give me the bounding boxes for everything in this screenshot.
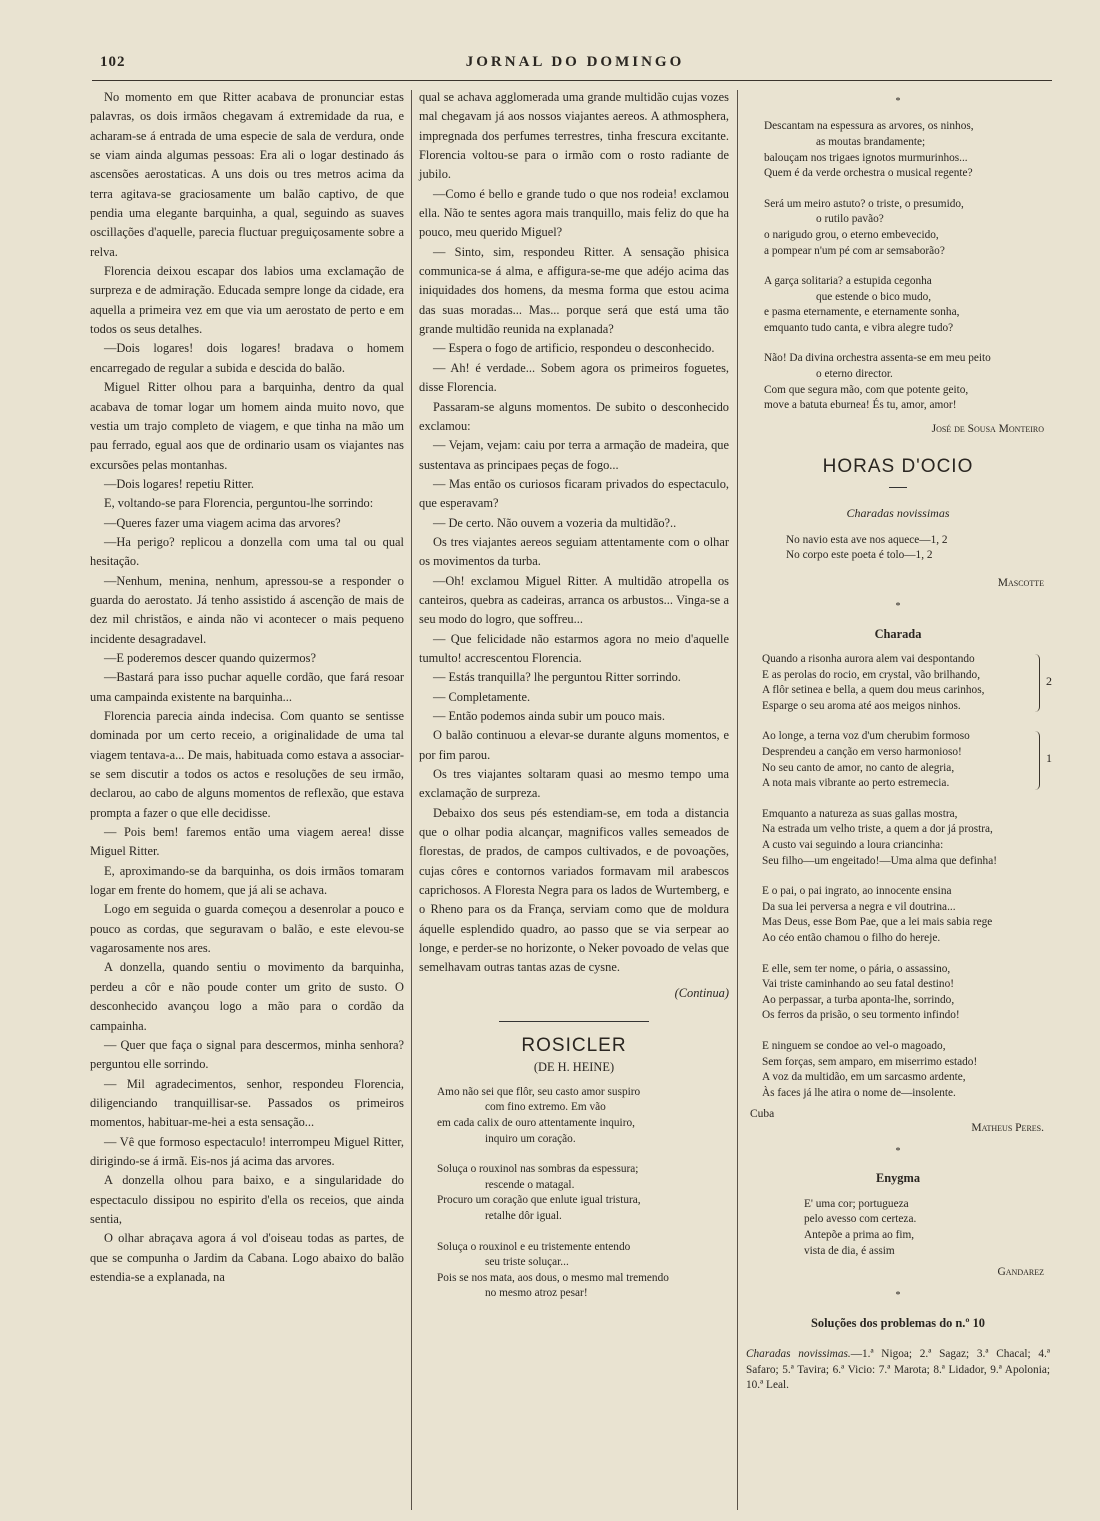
verse-line: Pois se nos mata, aos dous, o mesmo mal tremendo [437,1271,669,1284]
paragraph: — Vejam, vejam: caiu por terra a armação de madeira, que sustentava as principaes peças de fogo... [419,438,729,472]
verse-line: Ao longe, a terna voz d'um cherubim formoso [762,730,970,743]
paragraph: — De certo. Não ouvem a vozeria da multidão?.. [433,515,677,530]
charada-line: No navio esta ave nos aquece—1, 2 [786,533,948,546]
verse-line: Antepõe a prima ao fim, [804,1228,915,1241]
rosicler-poem [419,1085,729,1302]
verse-line: a pompear n'um pé com ar semsaborão? [764,244,945,257]
paragraph: Os tres viajantes soltaram quasi ao mesmo tempo uma exclamação de surpreza. [419,767,729,801]
solutions-answers: —1.ª Nigoa; 2.ª Sagaz; 3.ª Chacal; 4.ª Safaro; 5.ª Tavira; 6.ª Vicio: 7.ª Marota; 8.ª Lidador, 9.ª Apolonia; 10.ª Leal. [746,1348,1050,1392]
paragraph: A donzella olhou para baixo, e a singularidade do espectaculo dissipou no espirito d'ella os receios, que ainda sentia, [90,1173,404,1226]
charada-poem [746,652,1050,1101]
paragraph: —Dois logares! repetiu Ritter. [104,476,255,491]
charadas-list [746,533,1050,564]
verse-line: E o pai, o pai ingrato, ao innocente ensina [762,885,952,898]
stanza [762,962,1050,1024]
charada-place: Cuba [750,1108,775,1121]
verse-line: E' uma cor; portugueza [804,1197,909,1210]
paragraph: — Quer que faça o signal para descermos, minha senhora? perguntou elle sorrindo. [90,1037,404,1072]
paragraph: Debaixo dos seus pés estendiam-se, em toda a distancia que o olhar podia alcançar, magnificos valles semeados de florestas, de prados, de campos cultivados, e de povoações, cujas côres e contornos variados formavam mil arabescos caprichosos. A Floresta Negra para os lados de Wurtemberg, e o Rheno para os da França, serviam como que de moldura áquelle esplendido quadro, ao passo que se via serpear ao longe, e perder-se no horizonte, o Neker povoado de velas que semelhavam outras tantas azas de cysne. [419,805,729,975]
rosicler-title: ROSICLER [521,1035,627,1057]
verse-line: o rutilo pavão? [816,213,884,226]
verse-line: Será um meiro astuto? o triste, o presumido, [764,197,964,210]
verse-line: Mas Deus, esse Bom Pae, que a lei mais sabia rege [762,916,993,929]
stanza [437,1085,729,1147]
verse-line: seu triste soluçar... [485,1256,569,1269]
charadas-author: Mascotte [997,577,1044,590]
paragraph: — Vê que formoso espectaculo! interrompeu Miguel Ritter, dirigindo-se á irmã. Eis-nos já acima das arvores. [90,1134,404,1168]
asterisk-separator: * [895,601,901,613]
solutions-title: Soluções dos problemas do n.º 10 [811,1315,985,1330]
solutions-text [746,1347,1050,1394]
asterisk-separator: * [895,1146,901,1158]
column-1 [90,88,404,1508]
verse-line: A voz da multidão, em um sarcasmo ardente, [762,1071,966,1084]
paragraph: Os tres viajantes aereos seguiam attentamente com o olhar os movimentos da turba. [419,534,729,569]
verse-line: em cada calix de ouro attentamente inquiro, [437,1117,635,1130]
charada-author: Matheus Peres. [971,1121,1044,1134]
asterisk-separator: * [895,1290,901,1302]
verse-line: Procuro um coração que enlute igual tristura, [437,1194,641,1207]
verse-line: o eterno director. [816,368,893,381]
verse-line: Com que segura mão, com que potente geito, [764,383,969,396]
paragraph: — Espera o fogo de artificio, respondeu o desconhecido. [433,341,715,356]
header-rule [92,80,1052,81]
journal-title: JORNAL DO DOMINGO [465,54,685,70]
paragraph: — Ah! é verdade... Sobem agora os primeiros foguetes, disse Florencia. [419,360,729,395]
stanza [764,351,1050,413]
paragraph: — Que felicidade não estarmos agora no meio d'aquelle tumulto! accrescentou Florencia. [419,631,729,665]
verse-line: Ao perpassar, a turba aponta-lhe, sorrindo, [762,993,955,1006]
paragraph: — Mas então os curiosos ficaram privados do espectaculo, que esperavam? [419,476,729,511]
brace-number: 1 [1046,751,1052,766]
paragraph: —Ha perigo? replicou a donzella com uma tal ou qual hesitação. [90,534,404,569]
brace [1035,731,1040,789]
verse-line: Da sua lei perversa a negra e vil doutrina... [762,900,956,913]
verse-line: Na estrada um velho triste, a quem a dor já prostra, [762,823,993,836]
stanza [764,274,1050,336]
verse-line: Sem forças, sem amparo, em miserrimo estado! [762,1055,978,1068]
paragraph: Logo em seguida o guarda começou a desenrolar a pouco e pouco as cordas, que seguravam o balão, e este elevou-se vagarosamente nos ares. [90,902,404,956]
paragraph: — Pois bem! faremos então uma viagem aerea! disse Miguel Ritter. [90,825,404,859]
verse-line: Soluça o rouxinol e eu tristemente entendo [437,1240,631,1253]
verse-line: emquanto tudo canta, e vibra alegre tudo? [764,321,954,334]
charada-group [762,652,1050,714]
verse-line: Soluça o rouxinol nas sombras da espessura; [437,1163,639,1176]
paragraph: A donzella, quando sentiu o movimento da barquinha, perdeu a côr e não poude conter um grito de susto. O desconhecido avançou logo a mão para o cordão da campainha. [90,960,404,1033]
paragraph: E, voltando-se para Florencia, perguntou-lhe sorrindo: [104,496,374,511]
section-separator [499,1021,649,1022]
verse-line: as moutas brandamente; [816,135,926,148]
stanza [764,197,1050,259]
paragraph: —E poderemos descer quando quizermos? [104,650,316,665]
verse-line: E elle, sem ter nome, o pária, o assassino, [762,962,951,975]
verse-line: o narigudo grou, o eterno embevecido, [764,228,939,241]
stanza [437,1162,729,1224]
verse-line: Ao céo então chamou o filho do hereje. [762,932,941,944]
paragraph: O balão continuou a elevar-se durante alguns momentos, e por fim parou. [419,728,729,762]
enygma-verses [746,1197,1050,1259]
verse-line: Esparge o seu aroma até aos meigos ninhos. [762,699,961,712]
paragraph: —Dois logares! dois logares! bradava o homem encarregado de regular a subida e descida do balão. [90,341,404,375]
paragraph: — Mil agradecimentos, senhor, respondeu Florencia, diligenciando tranquillisar-se. Passados os primeiros momentos, habituar-me-hei a esta sensação... [90,1076,404,1130]
paragraph: qual se achava agglomerada uma grande multidão cujas vozes mal chegavam já aos nossos viajantes aereos. A athmosphera, impregnada dos perfumes terrestres, tinha frescura excitante. Florencia voltou-se para o irmão com o rosto radiante de jubilo. [419,90,729,182]
paragraph: Passaram-se alguns momentos. De subito o desconhecido exclamou: [419,399,729,433]
verse-line: Seu filho—um engeitado!—Uma alma que definha! [762,854,997,867]
verse-line: que estende o bico mudo, [816,290,932,303]
verse-line: E ninguem se condoe ao vel-o magoado, [762,1039,946,1052]
solutions-label: Charadas novissimas. [746,1348,851,1361]
poem [746,119,1050,414]
paragraph: — Estás tranquilla? lhe perguntou Ritter sorrindo. [433,670,681,685]
page-number: 102 [100,54,126,70]
verse-line: balouçam nos trigaes ignotos murmurinhos... [764,151,968,164]
charada-line: No corpo este poeta é tolo—1, 2 [786,549,933,562]
paragraph: — Então podemos ainda subir um pouco mais. [433,709,665,723]
verse-line: Quem é da verde orchestra o musical regente? [764,167,973,180]
verse-line: Às faces já lhe atira o nome de—insolente. [762,1086,956,1099]
paragraph: — Sinto, sim, respondeu Ritter. A sensação phisica communica-se á alma, e affigura-se-me que adéjo acima das iniquidades dos homens, da mesma forma que estou acima das suas moradas... Mas... porque será que está uma tão grande multidão reunida na explanada? [419,244,729,337]
page-header [100,54,1050,76]
paragraph: —Queres fazer uma viagem acima das arvores? [104,515,341,530]
verse-line: Descantam na espessura as arvores, os ninhos, [764,120,974,133]
verse-line: Amo não sei que flôr, seu casto amor suspiro [437,1085,641,1098]
stanza [764,119,1050,181]
verse-line: Os ferros da prisão, o seu tormento infindo! [762,1009,960,1022]
enygma-title: Enygma [875,1171,921,1186]
verse-line: retalhe dôr igual. [485,1210,562,1222]
verse-line: Vai triste caminhando ao seu fatal destino! [762,978,954,991]
horas-docio-title: HORAS D'OCIO [822,456,974,478]
verse-line: vista de dia, é assim [804,1244,895,1257]
charada-group [762,729,1050,791]
paragraph: —Oh! exclamou Miguel Ritter. A multidão atropella os canteiros, quebra as cadeiras, arranca os arbustos... Vinga-se a seu modo do logro, que soffreu... [419,573,729,627]
charadas-title: Charadas novissimas [846,505,950,520]
verse-line: A custo vai seguindo a loura criancinha: [762,839,944,852]
section-rule [889,487,907,488]
asterisk-separator: * [895,96,901,107]
stanza [762,807,1050,869]
verse-line: Desprendeu a canção em verso harmonioso! [762,746,962,759]
verse-line: no mesmo atroz pesar! [485,1287,588,1300]
stanza [762,884,1050,946]
verse-line: No seu canto de amor, no canto de alegria, [762,761,955,774]
column-2 [419,88,729,1508]
paragraph: Miguel Ritter olhou para a barquinha, dentro da qual acabava de tomar logar um homem ainda muito novo, que vestia um trajo completo de viagem, e que tinha na mão um pau ferrado, egual aos que de ordinario usam os viajantes nas excursões pelas montanhas. [90,380,404,472]
paragraph: O olhar abraçava agora á vol d'oiseau todas as partes, de que se compunha o Jardim da Cabana. Logo abaixo do balão estendia-se a explanada, na [90,1231,404,1284]
verse-line: inquiro um coração. [485,1132,576,1145]
verse-line: e pasma eternamente, e eternamente sonha, [764,306,960,319]
verse-line: E as perolas do rocio, em crystal, vão brilhando, [762,668,981,681]
paragraph: No momento em que Ritter acabava de pronunciar estas palavras, os dois irmãos chegavam á extremidade da rua, e acharam-se á entrada de uma especie de sala de verdura, onde se viam ainda algumas pessoas: Era ali o logar destinado ás ascensões aerostaticas. A uns dois ou tres metros acima da terra agitava-se graciosamente um balão captivo, de que pendia uma elegante barquinha, a qual, seguindo as suaves oscillações d'aquelle, parecia fluctuar preguiçosamente sobre a relva. [90,90,404,259]
verse-line: A nota mais vibrante ao perto estremecia. [762,777,950,790]
verse-line: rescende o matagal. [485,1178,575,1191]
paragraph: —Nenhum, menina, nenhum, apressou-se a responder o guarda do aerostato. Já tenho assistido á ascenção de mais de dez mil christãos, e ainda não vi acontecer o mais pequeno incidente desagradavel. [90,573,404,646]
charada-title: Charada [874,626,922,641]
verse-line: A flôr setinea e bella, a quem dou meus carinhos, [762,684,985,697]
paragraph: —Como é bello e grande tudo o que nos rodeia! exclamou ella. Não te sentes agora mais tranquillo, mais feliz do que ha pouco, meu querido Miguel? [419,186,729,240]
verse-line: move a batuta eburnea! És tu, amor, amor! [764,399,957,412]
verse-line: A garça solitaria? a estupida cegonha [764,275,932,288]
verse-line: com fino extremo. Em vão [485,1101,606,1114]
enygma-author: Gandarez [997,1266,1044,1279]
rosicler-subtitle: (DE H. HEINE) [533,1059,615,1074]
verse-line: Não! Da divina orchestra assenta-se em meu peito [764,352,991,365]
column-divider [737,90,738,1510]
column-3 [746,88,1050,1508]
column-divider [411,90,412,1510]
paragraph: Florencia parecia ainda indecisa. Com quanto se sentisse dominada por um certo receio, a originalidade de uma tal viagem tentava-a... De mais, habituada como estava a associar-se sem discutir a todos os actos e resoluções de seu irmão, declarou, ao cabo de alguns momentos de reflexão, que estava prompta a fazer o que elle decidisse. [90,709,404,820]
verse-line: Quando a risonha aurora alem vai despontando [762,653,975,666]
brace [1035,654,1040,712]
paragraph: — Completamente. [433,689,531,704]
poem-author: José de Sousa Monteiro [931,422,1044,435]
paragraph: E, aproximando-se da barquinha, os dois irmãos tomaram logar em frente do homem, que já ali se achava. [90,863,404,898]
stanza [762,1039,1050,1101]
verse-line: pelo avesso com certeza. [804,1213,917,1226]
stanza [437,1240,729,1302]
brace-number: 2 [1046,674,1052,689]
continua-note: (Continua) [674,985,729,1000]
paragraph: Florencia deixou escapar dos labios uma exclamação de surpreza e de admiração. Educada sempre longe da cidade, era aquella a primeira vez em que via um aerostato de perto e em todos os seus detalhes. [90,264,404,337]
verse-line: Emquanto a natureza as suas gallas mostra, [762,807,958,820]
paragraph: —Bastará para isso puchar aquelle cordão, que fará resoar uma campainda existente na barquinha... [90,670,404,704]
